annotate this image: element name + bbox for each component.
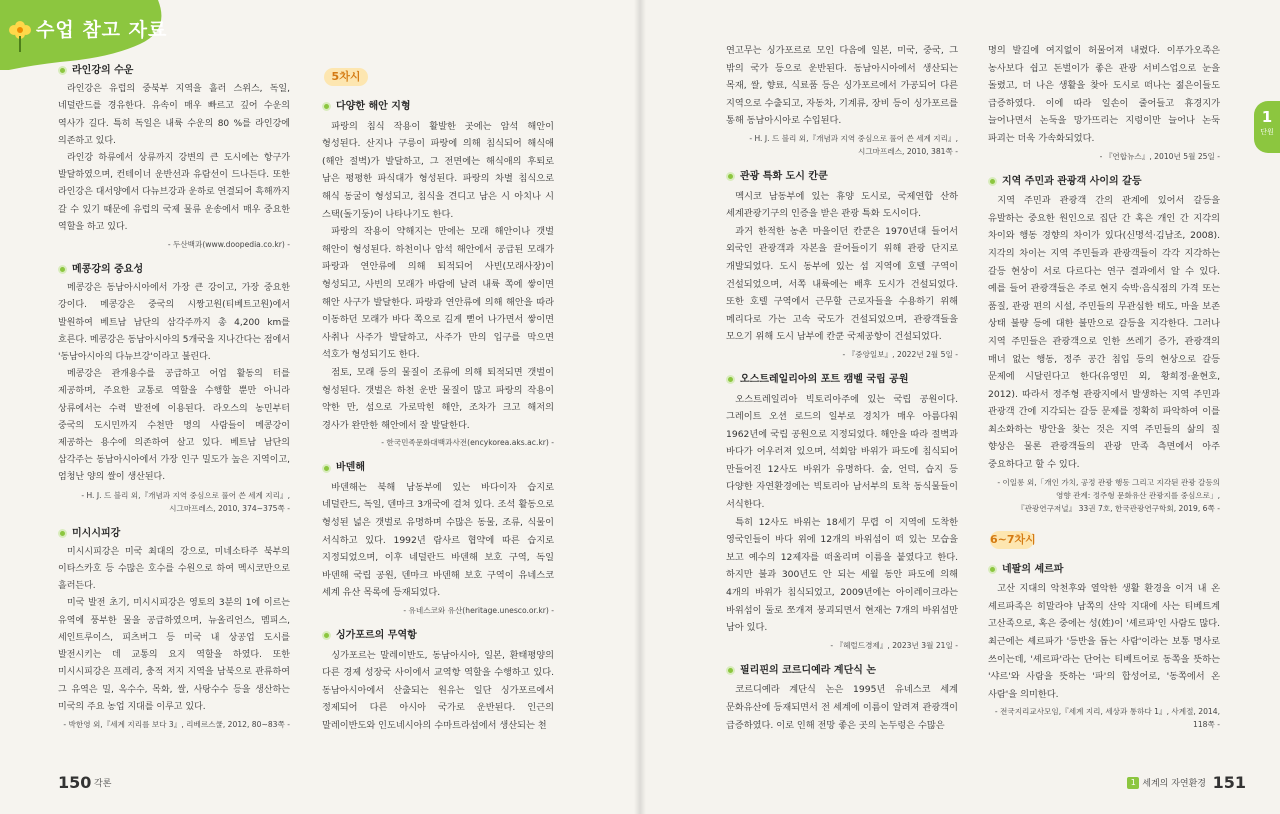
section-title — [322, 459, 554, 477]
section-title — [322, 627, 554, 645]
unit-chip: 1 — [1127, 777, 1139, 789]
left-column-1 — [58, 56, 290, 741]
source-citation: - H. J. 드 블리 외,『개념과 지역 중심으로 풀어 쓴 세계 지리』, 시그마프레스, 2010, 381쪽 - — [749, 133, 958, 156]
section-title-text: 네팔의 셰르파 — [1002, 563, 1064, 575]
paragraph: 메콩강은 관개용수를 공급하고 어업 활동의 터를 제공하며, 주요한 교통로 역할을 수행할 뿐만 아니라 상류에서는 수력 발전에 이용된다. 라오스의 농민부터 중국의 도시민까지 수천만 명의 사람들이 메콩강이 제공하는 용수에 의존하여 살고 있다. 베트남 남단의 삼각주는 동남아시아에서 가장 인구 밀도가 높은 지역이고, 엄청난 양의 쌀이 생산된다. — [58, 369, 290, 483]
source-citation: - 두산백과(www.doopedia.co.kr) - — [167, 240, 290, 250]
page-number: 151 — [1212, 773, 1246, 792]
section-title-text: 바덴해 — [336, 462, 365, 474]
lesson-badge: 5차시 — [324, 68, 368, 86]
section-title-text: 필리핀의 코르디예라 계단식 논 — [740, 664, 877, 676]
paragraph: 코르디예라 계단식 논은 1995년 유네스코 세계 문화유산에 등재되면서 전 세계에 이름이 알려져 관광객이 급증하였다. 이로 인해 전망 좋은 곳의 논두렁은 수많은 — [726, 684, 958, 731]
section-title-text: 지역 주민과 관광객 사이의 갈등 — [1002, 175, 1142, 187]
section-title — [58, 261, 290, 278]
paragraph: 과거 한적한 농촌 마을이던 칸쿤은 1970년대 들어서 외국인 관광객과 자본을 끌어들이기 위해 관광 단지로 개발되었다. 도시 동부에 있는 섬 지역에 호텔 구역이 건설되었으며, 서쪽 내륙에는 배후 도시가 건설되었다. 또한 호텔 구역에서 근무할 근로자들을 수용하기 위해 메리다로 가는 고속 국도가 건설되었으며, 관광객들을 모으기 위해 도시 남부에 칸쿤 국제공항이 건설되었다. — [726, 225, 958, 343]
paragraph: 오스트레일리아 빅토리아주에 있는 국립 공원이다. 그레이트 오션 로드의 일부로 경치가 매우 아름다워 1962년에 국립 공원으로 지정되었다. 해안을 따라 절벽과 바다가 어우러져 있으며, 석회암 바위가 파도에 침식되어 만들어진 12사도 바위가 유명하다. 숲, 언덕, 습지 등 다양한 자연환경에는 빅토리아 남서부의 토착 동식물들이 서식한다. — [726, 393, 958, 511]
source-citation: - 『연합뉴스』, 2010년 5월 25일 - — [1099, 151, 1220, 161]
paragraph: 멕시코 남동부에 있는 휴양 도시로, 국제연합 산하 세계관광기구의 인증을 받은 관광 특화 도시이다. — [726, 190, 958, 220]
section-title — [726, 662, 958, 680]
source-citation: - H. J. 드 블리 외,『개념과 지역 중심으로 풀어 쓴 세계 지리』, 시그마프레스, 2010, 374~375쪽 - — [81, 490, 290, 513]
paragraph: 고산 지대의 악천후와 열악한 생활 환경을 이겨 내 온 셰르파족은 히말라야 남쪽의 산악 지대에 사는 티베트계 고산족으로, 혹은 중에는 성(姓)이 '셰르파'인 사람도 많다. 최근에는 셰르파가 '등반을 돕는 사람'이라는 보통 명사로 쓰이는데, '셰르파'라는 단어는 티베트어로 동쪽을 뜻하는 '샤르'와 사람을 뜻하는 '파'의 합성어로, '동쪽에서 온 사람'을 의미한다. — [988, 583, 1220, 700]
bullet-icon — [726, 666, 735, 675]
section-title-text: 라인강의 수운 — [72, 65, 134, 76]
page-title: 수업 참고 자료 — [36, 19, 168, 41]
lesson-badge: 6~7차시 — [990, 531, 1034, 549]
bullet-icon — [58, 66, 67, 75]
bullet-icon — [58, 265, 67, 274]
book-gutter — [634, 0, 646, 814]
bullet-icon — [322, 102, 331, 111]
section-title-text: 미시시피강 — [72, 527, 121, 539]
section-title-text: 메콩강의 중요성 — [72, 264, 144, 276]
bullet-icon — [988, 177, 997, 186]
section-title-text: 싱가포르의 무역항 — [336, 630, 417, 642]
right-column-1 — [726, 42, 958, 734]
section-title — [58, 525, 290, 542]
paragraph: 명의 발길에 여지없이 허물어져 내렸다. 이푸가오족은 농사보다 쉽고 돈벌이가 좋은 관광 서비스업으로 눈을 돌렸고, 더 나은 생활을 찾아 도시로 떠나는 젊은이들도 급증하였다. 이에 따라 일손이 줄어들고 휴경지가 늘어나면서 논둑을 망가뜨리는 지렁이만 늘어나 논둑 파괴는 더욱 가속화되었다. — [988, 45, 1220, 144]
right-column-2 — [988, 42, 1220, 741]
paragraph: 싱가포르는 말레이반도, 동남아시아, 일본, 환태평양의 다른 경제 성장국 사이에서 교역항 역할을 수행하고 있다. 동남아시아에서 산출되는 원유는 일단 싱가포르에서 정제되어 다른 아시아 국가로 운반된다. 인근의 말레이반도와 인도네시아의 수마트라섬에서 생산되는 천 — [322, 649, 554, 731]
bullet-icon — [322, 631, 331, 640]
source-citation: - 유네스코와 유산(heritage.unesco.or.kr) - — [403, 606, 554, 616]
section-title — [726, 371, 958, 389]
paragraph: 미국 발전 초기, 미시시피강은 영토의 3분의 1에 이르는 유역에 풍부한 물을 공급하였으며, 뉴올리언스, 멤피스, 세인트루이스, 피츠버그 등 미국 내 상공업 도시를 발전시키는 데 교통의 요지 역할을 하였다. 또한 미시시피강은 프레리, 충적 저지 지역을 남북으로 관류하여 그 유역은 밀, 옥수수, 목화, 쌀, 사탕수수 등을 생산하는 미국의 주요 농업 지대를 이루고 있다. — [58, 598, 290, 712]
unit-tab[interactable] — [1254, 101, 1280, 153]
source-citation: - 이일롱 외,「개인 가치, 공정 관광 행동 그리고 지각된 관광 갈등의 영향 관계: 정주형 문화유산 관광지를 중심으로」, 『관광연구저널』 33권 7호, 한국관광연구학회, 2019, 6쪽 - — [997, 477, 1220, 513]
bullet-icon — [726, 172, 735, 181]
source-citation: - 한국민족문화대백과사전(encykorea.aks.ac.kr) - — [381, 438, 554, 448]
paragraph: 연고무는 싱가포르로 모인 다음에 일본, 미국, 중국, 그 밖의 국가 등으로 운반된다. 동남아시아에서 생산되는 목재, 쌀, 향료, 식료품 등은 싱가포르에서 가공되어 다른 지역으로 수출되고, 자동차, 기계류, 장비 등이 싱가포르를 통해 동남아시아로 수입된다. — [726, 45, 958, 127]
paragraph: 파랑의 침식 작용이 활발한 곳에는 암석 해안이 형성된다. 산지나 구릉이 파랑에 의해 침식되어 해식애(해안 절벽)가 발달하고, 그 전면에는 해식애의 후퇴로 남은 평평한 파식대가 형성된다. 파랑의 차별 침식으로 해식 동굴이 형성되고, 침식을 견디고 남은 시 아치나 시 스택(돌기둥)이 나타나기도 한다. — [322, 120, 554, 220]
source-citation: - 박한영 외,『세계 지리를 보다 3』, 리베르스쿨, 2012, 80~83쪽 - — [63, 719, 290, 729]
source-citation: - 전국지리교사모임,『세계 지리, 세상과 통하다 1』, 사계절, 2014, 118쪽 - — [994, 707, 1220, 730]
section-title-text: 관광 특화 도시 칸쿤 — [740, 170, 828, 182]
bullet-icon — [322, 464, 331, 473]
section-title — [322, 98, 554, 116]
paragraph: 지역 주민과 관광객 간의 관계에 있어서 갈등을 유발하는 중요한 원인으로 집단 간 혹은 개인 간 지각의 차이와 행동 경향의 차이가 있다(신명석·김남조, 2008). 지각의 차이는 지역 주민들과 관광객들이 각각 지각하는 갈등 현상이 서로 다르다는 연구 결과에서 알 수 있다. 예를 들어 관광객들은 주로 현지 숙박·음식점의 가격 또는 품질, 관광 편의 시설, 주민들의 무관심한 태도, 마을 보존 상태 불량 등에 대한 불만으로 갈등을 지각한다. 그러나 지역 주민들은 관광객으로 인한 쓰레기 증가, 관광객의 매너 없는 행동, 정주 공간 침입 등의 현상으로 갈등 문제에 시달린다고 한다(유영민 외, 황희정·윤현호, 2012). 따라서 정주형 관광지에서 발생하는 지역 주민과 관광객 간에 지각되는 갈등 문제를 정확히 파악하여 이를 최소화하는 방안을 찾는 것은 지역 주민들의 삶의 질 향상은 물론 관광객들의 관광 만족 측면에서 아주 중요하다고 할 수 있다. — [988, 195, 1220, 471]
paragraph: 라인강 하류에서 상류까지 강변의 큰 도시에는 항구가 발달하였으며, 컨테이너 운반선과 유람선이 드나든다. 또한 라인강은 대서양에서 다뉴브강과 운하로 연결되어 흑해까지 갈 수 있기 때문에 유럽의 국제 물류 운송에서 매우 중요한 역할을 하고 있다. — [58, 153, 290, 232]
page-footer-label — [1127, 776, 1206, 790]
section-title-text: 오스트레일리아의 포트 캠벨 국립 공원 — [740, 373, 909, 385]
paragraph: 파랑의 작용이 약해지는 만에는 모래 해안이나 갯벌 해안이 형성된다. 하천이나 암석 해안에서 공급된 모래가 파랑과 연안류에 의해 퇴적되어 사빈(모래사장)이 형성되고, 사빈의 모래가 바람에 날려 내륙 쪽에 쌓이면 해안 사구가 발달한다. 파랑과 연안류에 의해 해안을 따라 이동하던 모래가 바다 쪽으로 길게 뻗어 나가면서 쌓이면 사취나 사주가 발달하고, 사주가 만의 입구를 막으면 석호가 형성되기도 한다. — [322, 226, 554, 361]
unit-number: 1 — [1261, 108, 1273, 126]
section-title — [726, 168, 958, 186]
source-citation: - 『헤럴드경제』, 2023년 3월 21일 - — [830, 640, 958, 650]
paragraph: 특히 12사도 바위는 18세기 무렵 이 지역에 도착한 영국인들이 바다 위에 12개의 바위섬이 떠 있는 모습을 보고 예수의 12제자를 떠올리며 이름을 붙였다고 한다. 하지만 불과 300년도 안 되는 세월 동안 파도에 의해 4개의 바위가 침식되었고, 2009년에는 아이레이크라는 바위섬이 둘로 쪼개져 붕괴되면서 현재는 7개의 바위섬만 남아 있다. — [726, 516, 958, 634]
section-title — [988, 561, 1220, 579]
left-column-2 — [322, 62, 554, 735]
bullet-icon — [988, 565, 997, 574]
paragraph: 메콩강은 동남아시아에서 가장 큰 강이고, 가장 중요한 강이다. 메콩강은 중국의 시짱고원(티베트고원)에서 발원하여 베트남 남단의 삼각주까지 총 4,200 km를 흐른다. 메콩강은 동남아시아의 5개국을 지나간다는 점에서 '동남아시아의 다뉴브강'이라고 불린다. — [58, 283, 290, 363]
bullet-icon — [58, 529, 67, 538]
page-footer-label: 각론 — [94, 779, 112, 789]
section-title — [58, 62, 290, 79]
unit-label: 단원 — [1260, 128, 1274, 136]
paragraph: 바덴해는 북해 남동부에 있는 바다이자 습지로 네덜란드, 독일, 덴마크 3개국에 걸쳐 있다. 조석 활동으로 형성된 넓은 갯벌로 유명하며 수많은 동물, 조류, 식물이 서식하고 있다. 1992년 람사르 협약에 따른 습지로 지정되었으며, 이후 네덜란드 바덴해 보호 구역, 독일 바덴해 국립 공원, 덴마크 바덴해 보호 구역이 유네스코 세계 유산 목록에 등재되었다. — [322, 481, 554, 599]
paragraph: 미시시피강은 미국 최대의 강으로, 미네소타주 북부의 이타스카호 등 수많은 호수를 수원으로 하여 멕시코만으로 흘러든다. — [58, 546, 290, 592]
source-citation: - 『중앙일보』, 2022년 2월 5일 - — [842, 349, 958, 359]
paragraph: 점토, 모래 등의 물질이 조류에 의해 퇴적되면 갯벌이 형성된다. 갯벌은 하천 운반 물질이 많고 파랑의 작용이 약한 만, 섬으로 가로막힌 해안, 조차가 크고 해저의 경사가 완만한 해안에서 잘 발달한다. — [322, 366, 554, 431]
page-footer-text: 세계의 자연환경 — [1142, 778, 1206, 789]
section-title-text: 다양한 해안 지형 — [336, 101, 411, 112]
page-number: 150 — [58, 773, 92, 792]
section-title — [988, 173, 1220, 191]
paragraph: 라인강은 유럽의 중북부 지역을 흘러 스위스, 독일, 네덜란드를 경유한다. 유속이 매우 빠르고 깊어 수운의 역사가 길다. 특히 독일은 내륙 수운의 80 %를 라인강에 의존하고 있다. — [58, 84, 290, 146]
bullet-icon — [726, 375, 735, 384]
right-page — [640, 0, 1280, 814]
